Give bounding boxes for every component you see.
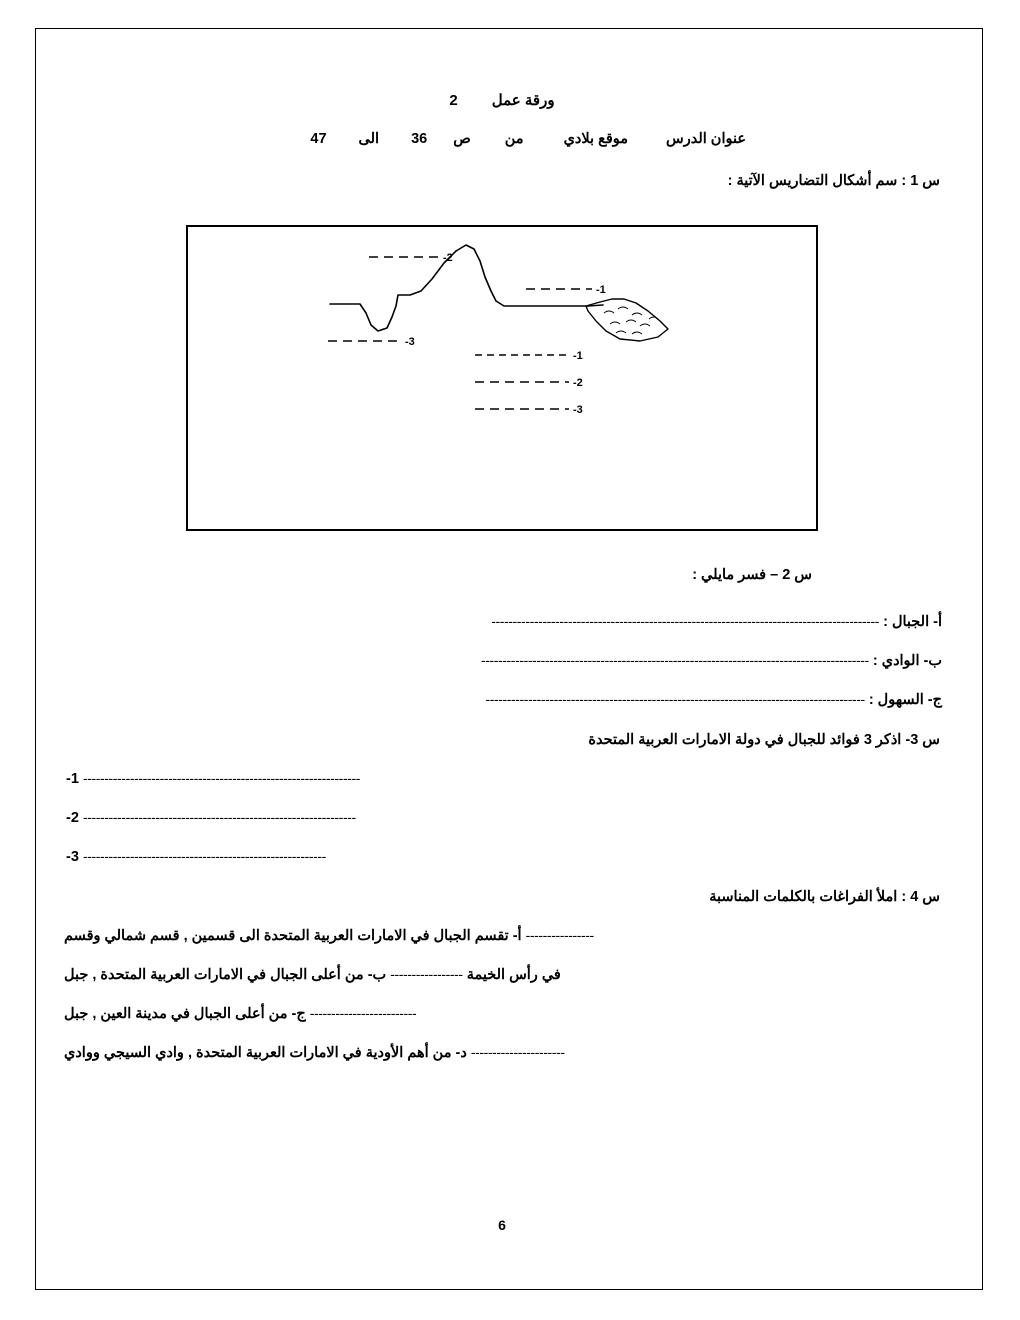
fill-blank-item[interactable] <box>62 1044 942 1061</box>
question-3: س 3- اذكر 3 فوائد للجبال في دولة الامارات العربية المتحدة <box>588 732 940 748</box>
fill-blank-tail: في رأس الخيمة <box>466 967 561 983</box>
answer-number: 2- <box>66 810 79 826</box>
page-label: ص <box>453 131 471 147</box>
worksheet-number: 2 <box>449 92 458 109</box>
figure-legend-mark-1: -1 <box>573 350 583 362</box>
answer-label: ب- الوادي : <box>872 653 942 669</box>
answer-line[interactable] <box>62 613 942 630</box>
lesson-label: عنوان الدرس <box>666 131 746 147</box>
answer-label: أ- الجبال : <box>883 614 942 630</box>
figure-legend-mark-3: -3 <box>573 404 583 416</box>
figure-legend-mark-2: -2 <box>573 377 583 389</box>
section-4-answers <box>62 927 942 1061</box>
answer-line[interactable] <box>62 652 942 669</box>
page-to: 47 <box>310 131 327 147</box>
page-content <box>62 49 942 1259</box>
answer-label: ج- السهول : <box>868 692 942 708</box>
lesson-title: موقع بلادي <box>563 131 629 147</box>
page-from: 36 <box>411 131 428 147</box>
figure-pointer-2: -2 <box>443 252 453 264</box>
answer-blank[interactable]: ---------------- <box>525 927 594 943</box>
landform-drawing <box>188 227 816 529</box>
question-2: س 2 – فسر مايلي : <box>692 567 812 583</box>
fill-blank-item[interactable] <box>62 927 942 944</box>
question-1: س 1 : سم أشكال التضاريس الآتية : <box>727 173 940 189</box>
lesson-info <box>62 131 942 147</box>
answer-blank[interactable]: ------------------------- <box>309 1005 417 1021</box>
section-2-answers <box>62 613 942 708</box>
answer-blank[interactable]: ----------------- <box>390 966 463 982</box>
question-4: س 4 : املأ الفراغات بالكلمات المناسبة <box>709 889 940 905</box>
figure-pointer-3: -3 <box>405 336 415 348</box>
answer-blank[interactable]: ---------------------- <box>470 1044 565 1060</box>
figure-pointer-1: -1 <box>596 284 606 296</box>
answer-line[interactable] <box>62 848 942 865</box>
section-3-answers <box>62 770 942 865</box>
answer-line[interactable] <box>62 770 942 787</box>
answer-blank[interactable]: ------------------------------------------------------------------------------------------- <box>491 613 880 629</box>
from-label: من <box>504 131 524 147</box>
answer-line[interactable] <box>62 691 942 708</box>
fill-blank-text: ب- من أعلى الجبال في الامارات العربية المتحدة , جبل <box>64 967 387 983</box>
answer-number: 1- <box>66 771 79 787</box>
answer-number: 3- <box>66 849 79 865</box>
worksheet-page <box>35 28 983 1290</box>
answer-blank[interactable]: ---------------------------------------------------------------- <box>82 809 356 825</box>
answer-line[interactable] <box>62 809 942 826</box>
fill-blank-item[interactable] <box>62 1005 942 1022</box>
answer-blank[interactable]: ----------------------------------------------------------------------------------------- <box>485 691 865 707</box>
page-number: 6 <box>498 1217 506 1233</box>
answer-blank[interactable]: --------------------------------------------------------- <box>82 848 326 864</box>
worksheet-label: ورقة عمل <box>491 92 555 109</box>
answer-blank[interactable]: ----------------------------------------------------------------- <box>82 770 360 786</box>
fill-blank-text: أ- تقسم الجبال في الامارات العربية المتحدة الى قسمين , قسم شمالي وقسم <box>64 928 522 944</box>
fill-blank-text: د- من أهم الأودية في الامارات العربية المتحدة , وادي السيجي ووادي <box>64 1045 467 1061</box>
to-label: الى <box>358 131 380 147</box>
fill-blank-text: ج- من أعلى الجبال في مدينة العين , جبل <box>64 1006 306 1022</box>
answer-blank[interactable]: ------------------------------------------------------------------------------------------- <box>480 652 869 668</box>
landform-figure <box>186 225 818 531</box>
worksheet-title <box>62 91 942 109</box>
fill-blank-item[interactable] <box>62 966 942 983</box>
